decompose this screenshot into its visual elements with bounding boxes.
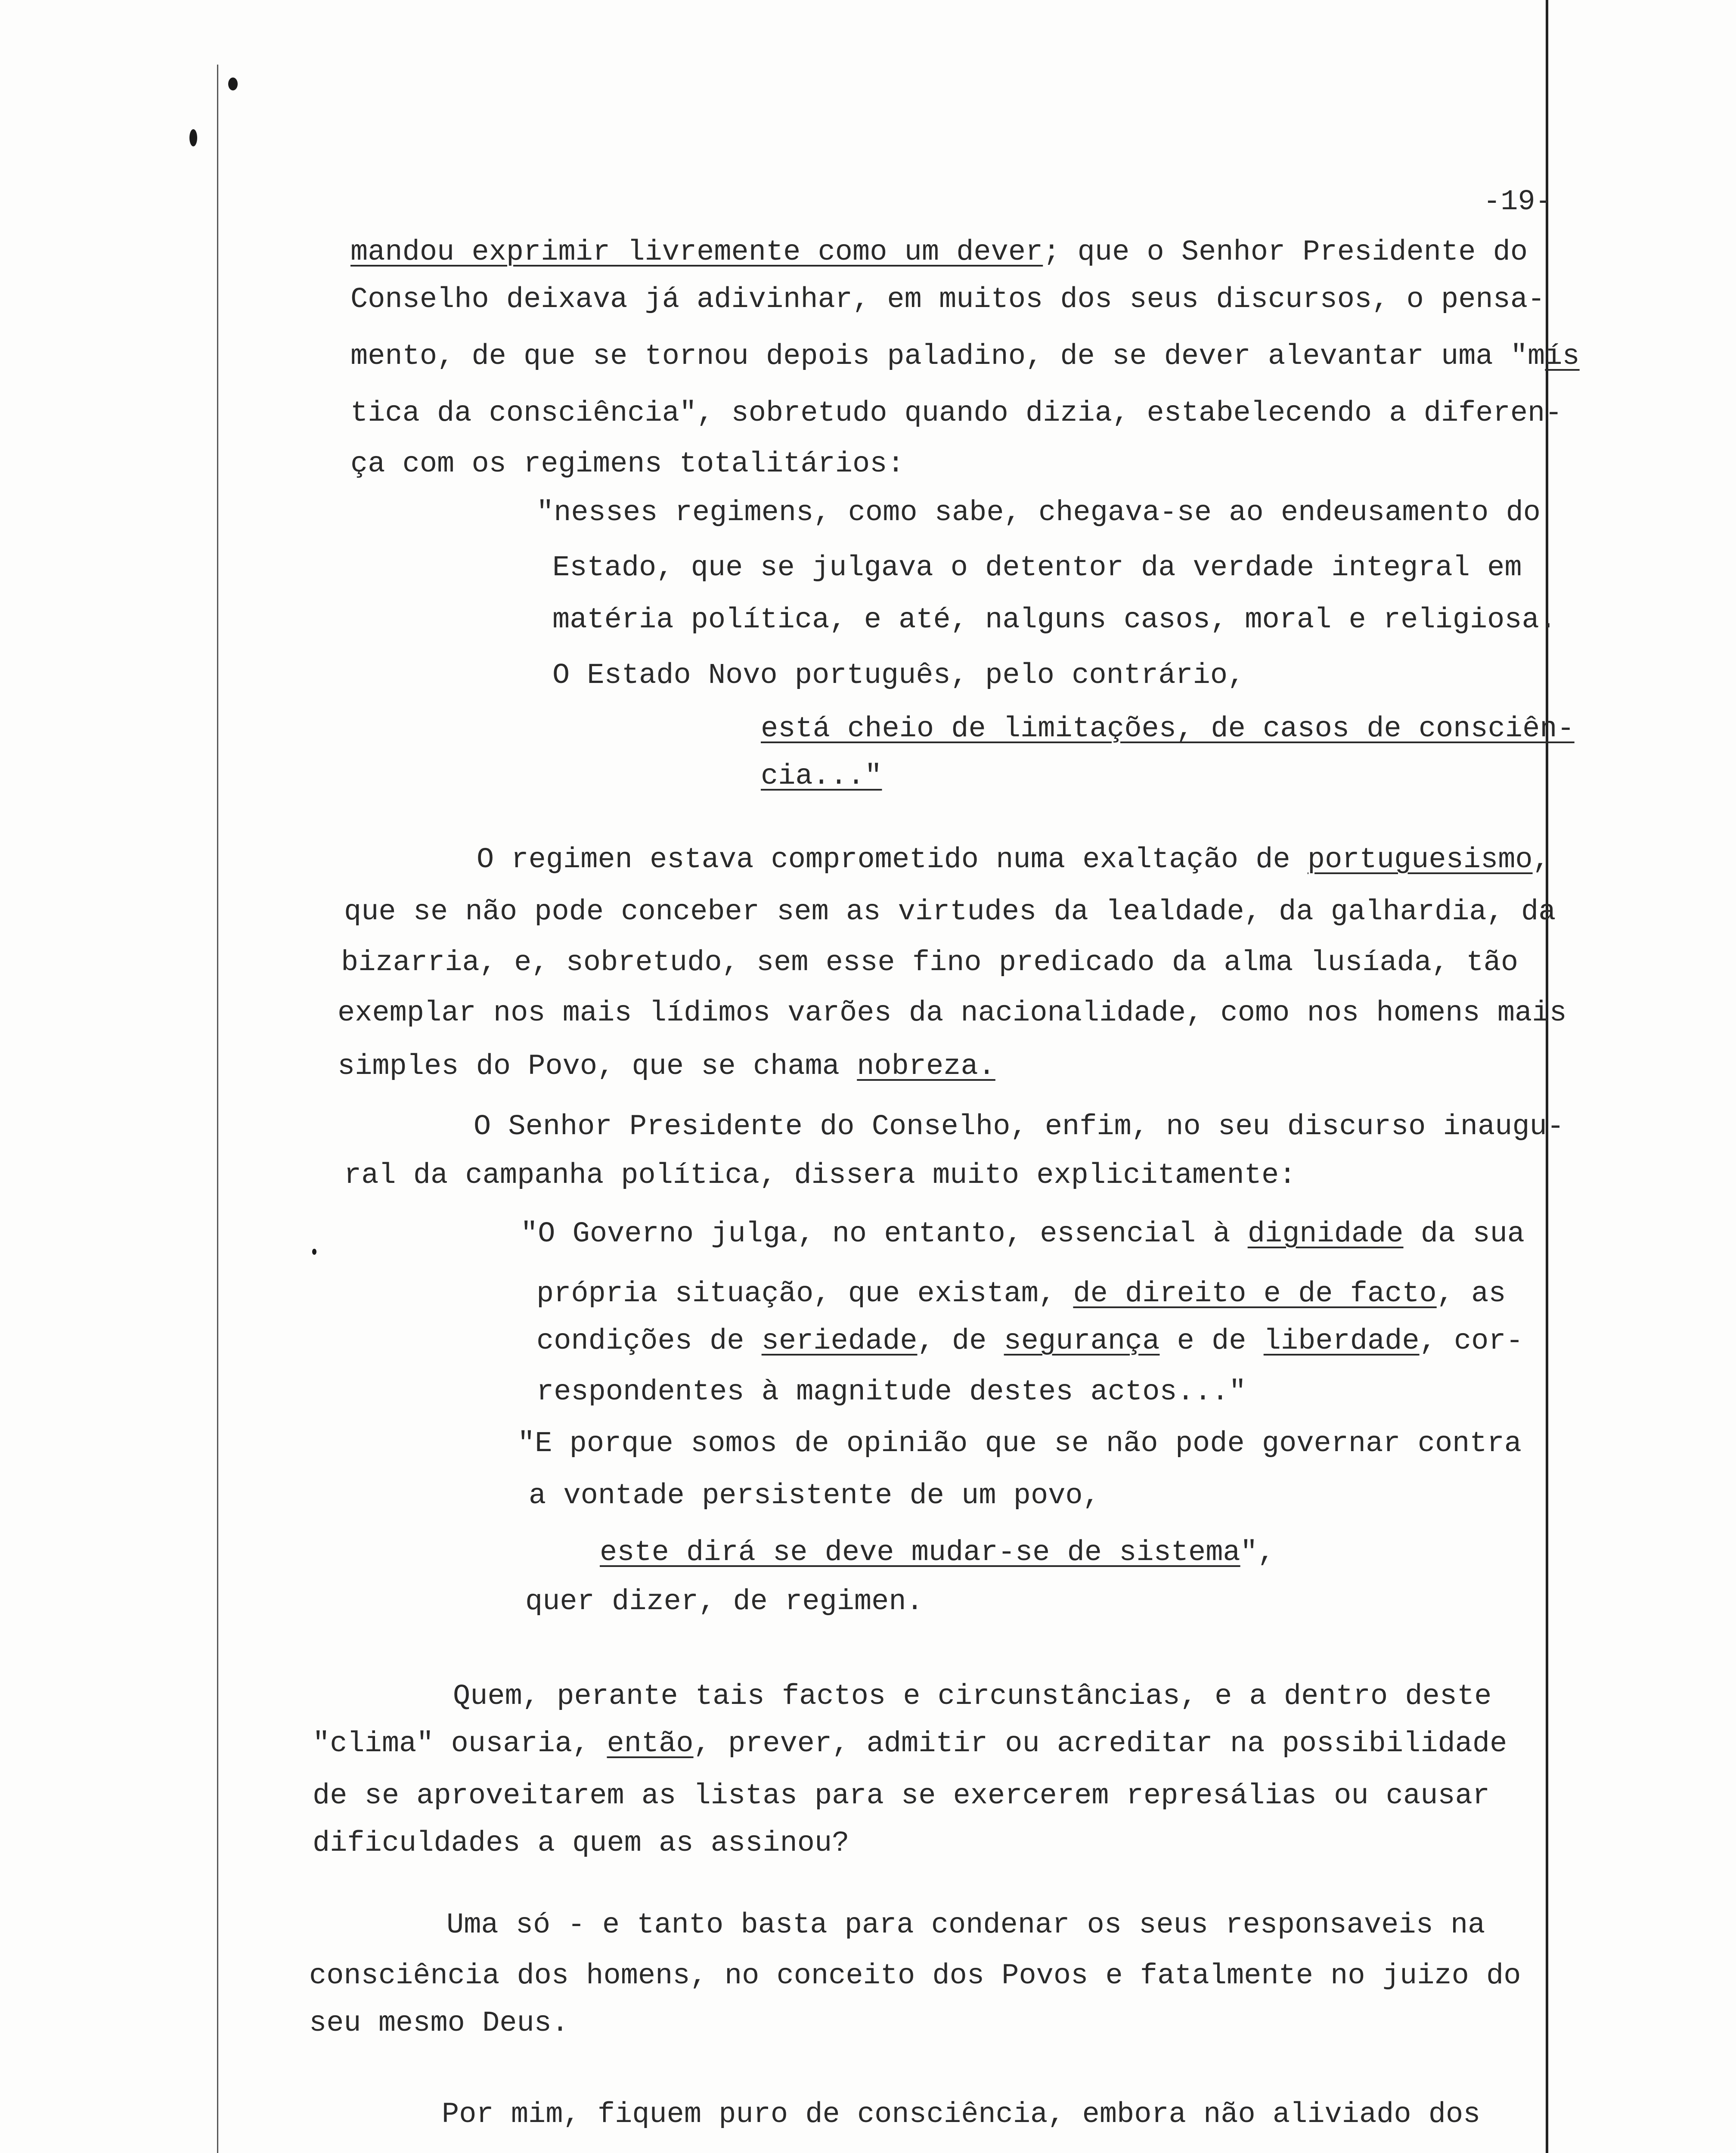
text-segment: ral da campanha política, dissera muito explicitamente: <box>344 1159 1296 1192</box>
page-number: -19- <box>1483 186 1553 218</box>
text-segment: consciência dos homens, no conceito dos Povos e fatalmente no juizo do <box>309 1960 1521 1992</box>
text-line <box>313 1826 849 1861</box>
right-margin-rule <box>1546 0 1548 2153</box>
text-line <box>350 339 1580 374</box>
text-line <box>474 1110 1564 1144</box>
text-line <box>446 1908 1485 1942</box>
text-segment: "clima" ousaria, <box>313 1728 607 1760</box>
underlined-text: está cheio de limitações, de casos de consciên- <box>761 713 1575 745</box>
text-segment: condições de <box>536 1325 762 1358</box>
underlined-text: nobreza. <box>857 1050 995 1083</box>
quote-line <box>761 712 1575 746</box>
text-segment: , as <box>1436 1278 1506 1310</box>
quote-line <box>525 1585 924 1619</box>
text-segment: que se não pode conceber sem as virtudes da lealdade, da galhardia, da <box>344 896 1556 928</box>
quote-line <box>536 1375 1246 1409</box>
quote-line <box>529 1479 1100 1513</box>
text-segment: ça com os regimens totalitários: <box>350 448 905 481</box>
underlined-text: de direito e de facto <box>1073 1278 1437 1310</box>
text-segment: , <box>1532 844 1550 876</box>
text-segment: Conselho deixava já adivinhar, em muitos dos seus discursos, o pensa- <box>350 283 1545 316</box>
text-segment: Estado, que se julgava o detentor da verdade integral em <box>552 552 1522 584</box>
text-line <box>313 1727 1507 1761</box>
text-segment: Quem, perante tais factos e circunstâncias, e a dentro deste <box>453 1680 1492 1713</box>
text-segment: quer dizer, de regimen. <box>525 1585 924 1618</box>
quote-line <box>518 1427 1522 1461</box>
ink-speck <box>189 129 197 146</box>
underlined-text: cia..." <box>761 760 882 793</box>
text-segment: O Senhor Presidente do Conselho, enfim, no seu discurso inaugu- <box>474 1111 1565 1143</box>
text-segment: dificuldades a quem as assinou? <box>313 1827 849 1860</box>
quote-line <box>536 1277 1506 1311</box>
ink-speck <box>228 78 238 90</box>
ink-speck <box>312 1249 316 1255</box>
text-line <box>477 843 1550 877</box>
text-line <box>344 895 1556 929</box>
underlined-text: segurança <box>1004 1325 1160 1358</box>
underlined-text: portuguesismo <box>1307 844 1533 876</box>
text-segment: "E porque somos de opinião que se não pode governar contra <box>518 1427 1522 1460</box>
text-segment: a vontade persistente de um povo, <box>529 1480 1100 1512</box>
text-segment: própria situação, que existam, <box>536 1278 1073 1310</box>
text-line <box>341 946 1518 980</box>
quote-line <box>536 1324 1523 1359</box>
text-segment: bizarria, e, sobretudo, sem esse fino predicado da alma lusíada, tão <box>341 946 1519 979</box>
text-line <box>350 396 1562 431</box>
text-line <box>344 1158 1296 1193</box>
text-segment: respondentes à magnitude destes actos..." <box>536 1376 1246 1408</box>
text-line <box>350 447 905 481</box>
text-line <box>350 235 1528 270</box>
text-segment: Uma só - e tanto basta para condenar os seus responsaveis na <box>446 1909 1485 1942</box>
quote-line <box>761 759 882 794</box>
text-segment: mento, de que se tornou depois paladino, de se dever alevantar uma "m <box>350 340 1545 373</box>
text-segment: da sua <box>1403 1218 1525 1250</box>
text-segment: exemplar nos mais lídimos varões da nacionalidade, como nos homens mais <box>338 997 1567 1030</box>
text-segment: de se aproveitarem as listas para se exercerem represálias ou causar <box>313 1780 1490 1812</box>
underlined-text: mandou exprimir livremente como um dever <box>350 236 1043 269</box>
underlined-text: então <box>607 1728 694 1760</box>
text-line <box>338 996 1567 1030</box>
text-segment: simples do Povo, que se chama <box>338 1050 857 1083</box>
text-segment: , cor- <box>1419 1325 1523 1358</box>
text-segment: "nesses regimens, como sabe, chegava-se ao endeusamento do <box>536 496 1541 529</box>
text-segment: ; que o Senhor Presidente do <box>1043 236 1528 269</box>
text-segment: O regimen estava comprometido numa exaltação de <box>477 844 1308 876</box>
text-segment: ", <box>1240 1536 1275 1569</box>
text-segment: Por mim, fiquem puro de consciência, embora não aliviado dos <box>442 2098 1481 2131</box>
text-line <box>309 1959 1521 1993</box>
underlined-text: ís <box>1545 340 1580 373</box>
text-line <box>350 282 1545 317</box>
quote-line <box>521 1217 1525 1251</box>
quote-line <box>536 496 1541 530</box>
text-line <box>453 1679 1491 1714</box>
underlined-text: dignidade <box>1247 1218 1404 1250</box>
text-segment: , de <box>917 1325 1004 1358</box>
underlined-text: este dirá se deve mudar-se de sistema <box>600 1536 1240 1569</box>
text-line <box>338 1049 995 1084</box>
text-segment: "O Governo julga, no entanto, essencial à <box>521 1218 1248 1250</box>
text-segment: seu mesmo Deus. <box>309 2007 569 2040</box>
underlined-text: seriedade <box>761 1325 918 1358</box>
left-margin-rule <box>217 65 218 2153</box>
text-line <box>309 2006 569 2041</box>
quote-line <box>552 658 1245 693</box>
text-line <box>313 1779 1490 1813</box>
quote-line <box>600 1536 1275 1570</box>
text-segment: tica da consciência", sobretudo quando dizia, estabelecendo a diferen- <box>350 397 1562 430</box>
text-line <box>442 2097 1480 2132</box>
quote-line <box>552 603 1556 637</box>
text-segment: matéria política, e até, nalguns casos, moral e religiosa. <box>552 604 1556 636</box>
text-segment: , prever, admitir ou acreditar na possibilidade <box>693 1728 1507 1760</box>
underlined-text: liberdade <box>1263 1325 1420 1358</box>
quote-line <box>552 551 1522 585</box>
text-segment: O Estado Novo português, pelo contrário, <box>552 659 1245 692</box>
text-segment: e de <box>1159 1325 1264 1358</box>
